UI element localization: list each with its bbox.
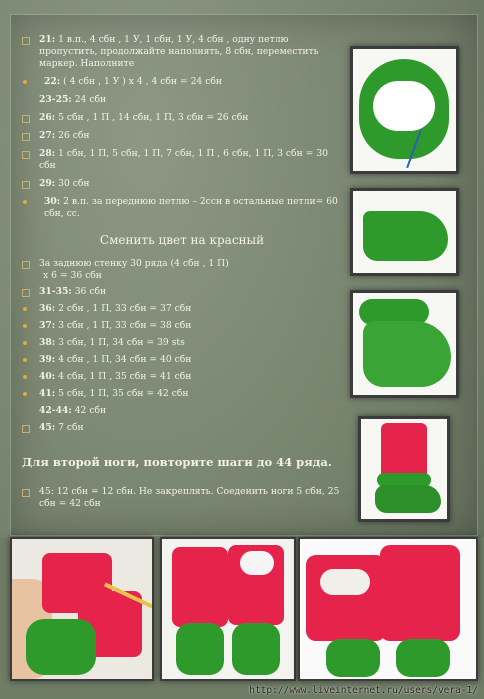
second-leg-heading: Для второй ноги, повторите шаги до 44 ряда. bbox=[22, 455, 332, 469]
pattern-row bbox=[22, 320, 342, 332]
row-number: 22: bbox=[44, 76, 61, 87]
pattern-row bbox=[22, 303, 342, 315]
row-number: 26: bbox=[39, 112, 56, 123]
pattern-row bbox=[22, 148, 342, 172]
pattern-row bbox=[22, 405, 342, 417]
pattern-row bbox=[22, 354, 342, 366]
row-text: 36 сбн bbox=[74, 286, 107, 297]
photo-sewing bbox=[10, 537, 154, 681]
row-text: 4 сбн , 1 П, 34 сбн = 40 сбн bbox=[58, 354, 192, 365]
row-number: 36: bbox=[39, 303, 56, 314]
pattern-row bbox=[22, 371, 342, 383]
row-number: 28: bbox=[39, 148, 56, 159]
row-text: 2 сбн , 1 П, 33 сбн = 37 сбн bbox=[58, 303, 192, 314]
row-text: 42 сбн bbox=[74, 405, 107, 416]
row-number: 38: bbox=[39, 337, 56, 348]
pattern-row bbox=[22, 130, 342, 142]
back-loop-line2: х 6 = 36 сбн bbox=[43, 270, 102, 281]
row-number: 41: bbox=[39, 388, 56, 399]
row-text: 1 в.п., 4 сбн , 1 У, 1 сбн, 1 У, 4 сбн , одну петлю пропустить, продолжайте наполнять, 8 сбн, переместить маркер. Наполните bbox=[39, 34, 319, 69]
row-text: 2 в.п. за переднюю петлю – 2ссн в остальные петли= 60 сбн, сс. bbox=[44, 196, 338, 219]
row-text: 1 сбн, 1 П, 5 сбн, 1 П, 7 сбн, 1 П , 6 сбн, 1 П, 3 сбн = 30 сбн bbox=[39, 148, 328, 171]
row-text: 3 сбн, 1 П, 34 сбн = 39 sts bbox=[58, 337, 185, 348]
row-text: 5 сбн, 1 П, 35 сбн = 42 сбн bbox=[58, 388, 189, 399]
row-number: 39: bbox=[39, 354, 56, 365]
pattern-row bbox=[22, 94, 342, 106]
photo-green-bootie bbox=[350, 290, 459, 398]
row-text: 4 сбн, 1 П , 35 сбн = 41 сбн bbox=[58, 371, 192, 382]
row-text: 30 сбн bbox=[58, 178, 90, 189]
row-number: 42-44: bbox=[39, 405, 72, 416]
pattern-row bbox=[22, 422, 342, 434]
row-text: 5 сбн , 1 П , 14 сбн, 1 П, 3 сбн = 26 сбн bbox=[58, 112, 249, 123]
row-text: 24 сбн bbox=[74, 94, 107, 105]
final-row: 45: 12 сбн = 12 сбн. Не закреплять. Соеденить ноги 5 сбн, 25 сбн = 42 сбн bbox=[22, 486, 342, 510]
row-number: 21: bbox=[39, 34, 56, 45]
row-number: 27: bbox=[39, 130, 56, 141]
watermark-url: http://www.liveinternet.ru/users/vera-1/ bbox=[249, 685, 478, 696]
row-number: 23-25: bbox=[39, 94, 72, 105]
back-loop-line1: За заднюю стенку 30 ряда (4 сбн , 1 П) bbox=[39, 258, 229, 269]
pattern-row bbox=[22, 34, 342, 70]
pattern-row bbox=[22, 337, 342, 349]
row-text: 3 сбн , 1 П, 33 сбн = 38 сбн bbox=[58, 320, 192, 331]
photo-green-side bbox=[350, 188, 459, 276]
photo-legs-front bbox=[298, 537, 478, 681]
pattern-text bbox=[22, 34, 342, 510]
row-text: 7 сбн bbox=[58, 422, 84, 433]
row-number: 40: bbox=[39, 371, 56, 382]
photo-legs-top bbox=[160, 537, 296, 681]
photo-green-cup-stuffed bbox=[350, 46, 459, 174]
photo-red-leg bbox=[358, 416, 450, 522]
row-number: 29: bbox=[39, 178, 56, 189]
row-text: ( 4 сбн , 1 У ) х 4 , 4 сбн = 24 сбн bbox=[63, 76, 222, 87]
pattern-row bbox=[22, 388, 342, 400]
row-number: 31-35: bbox=[39, 286, 72, 297]
back-loop-row bbox=[22, 258, 342, 282]
pattern-row bbox=[22, 76, 342, 88]
pattern-row bbox=[22, 286, 342, 298]
row-number: 30: bbox=[44, 196, 61, 207]
change-color-heading: Сменить цвет на красный bbox=[99, 233, 265, 247]
pattern-row bbox=[22, 196, 342, 220]
row-text: 26 сбн bbox=[58, 130, 90, 141]
row-number: 37: bbox=[39, 320, 56, 331]
row-number: 45: bbox=[39, 422, 56, 433]
pattern-row bbox=[22, 112, 342, 124]
pattern-row bbox=[22, 178, 342, 190]
